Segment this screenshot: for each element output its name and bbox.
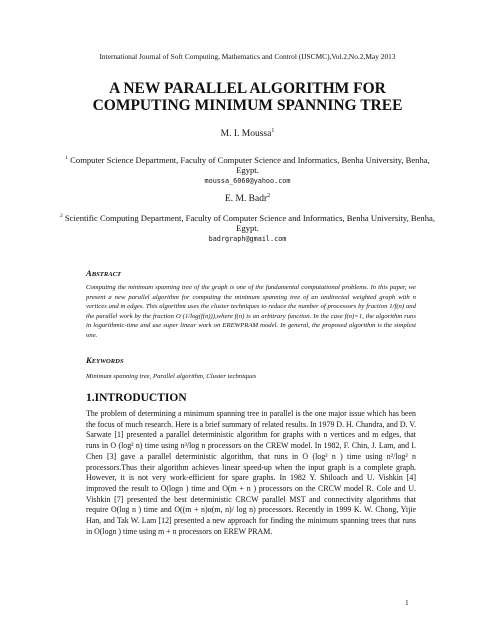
affiliation-1-sup: 1 — [65, 155, 69, 161]
paper-title — [40, 80, 455, 114]
author-2 — [0, 193, 495, 204]
author-1 — [0, 128, 495, 139]
email-1: moussa_6060@yahoo.com — [204, 176, 291, 185]
author-2-name: E. M. Badr — [224, 194, 268, 205]
affiliation-2-sup: 2 — [60, 213, 63, 219]
author-1-sup: 1 — [271, 128, 275, 134]
affiliation-2 — [60, 211, 435, 244]
author-2-sup: 2 — [267, 193, 271, 199]
title-line-1: A NEW PARALLEL ALGORITHM FOR — [109, 80, 386, 97]
keywords-text: Minimum spanning tree, Parallel algorithm, Cluster techniques — [86, 373, 257, 380]
email-2: badrgraph@gmail.com — [208, 234, 287, 243]
affiliation-2-text: Scientific Computing Department, Faculty of Computer Science and Informatics, Benha University, Benha, Egypt. — [64, 212, 435, 234]
title-line-2: COMPUTING MINIMUM SPANNING TREE — [92, 97, 403, 114]
section-heading-introduction: 1.INTRODUCTION — [86, 392, 187, 404]
journal-header: International Journal of Soft Computing, Mathematics and Control (IJSCMC),Vol.2,No.2,May 2013 — [99, 52, 396, 61]
introduction-text: The problem of determining a minimum spanning tree in parallel is the one major issue which has been the focus of much research. Here is a brief summary of related results. In 1979 D. H. Chandra, and D. V. Sarwate [1] presented a parallel deterministic algorithm for graphs with n vertices and m edges, that runs in O (log² n) time using n³/log n processors on the CREW model. In 1982, F. Chin, J. Lam, and I. Chen [3] gave a parallel deterministic algorithm, that runs in O (log² n ) time using n²/log² n processors.Thus their algorithm achieves linear speed-up when the input graph is a complete graph. However, it is not very work-efficient for spare graphs. In 1982 Y. Shiloach and U. Vishkin [4] improved the result to O(logn ) time and O(m + n ) processors on the CRCW model R. Cole and U. Vishkin [7] presented the best deterministic CRCW parallel MST and connectivity algorithms that require O(log n ) time and O((m + n)α(m, n)/ log n) processors. Recently in 1999 K. W. Chong, Yijie Han, and Tak W. Lam [12] presented a new approach for finding the minimum spanning trees that runs in O(logn ) time using m + n processors on EREW PRAM. — [86, 409, 416, 536]
page-number: 1 — [405, 598, 409, 607]
abstract-heading: ABSTRACT — [86, 268, 122, 278]
author-1-name: M. I. Moussa — [220, 129, 272, 140]
affiliation-1-text: Computer Science Department, Faculty of Computer Science and Informatics, Benha University, Benha, Egypt. — [70, 154, 430, 176]
keywords-heading: KEYWORDS — [86, 355, 124, 365]
affiliation-1 — [60, 153, 435, 186]
abstract-text: Computing the minimum spanning tree of the graph is one of the fundamental computational problems. In this paper, we present a new parallel algorithm for computing the minimum spanning tree of an undirected weighted graph with n vertices and m edges. This algorithm uses the cluster techniques to reduce the number of processors by fraction 1/f(n) and the parallel work by the fraction O (1/log(f(n))),where f(n) is an arbitrary function. In the case f(n)=1, the algorithm runs in logarithmic-time and use super linear work on EREWPRAM model. In general, the proposed algorithm is the simplest one. — [86, 284, 416, 339]
